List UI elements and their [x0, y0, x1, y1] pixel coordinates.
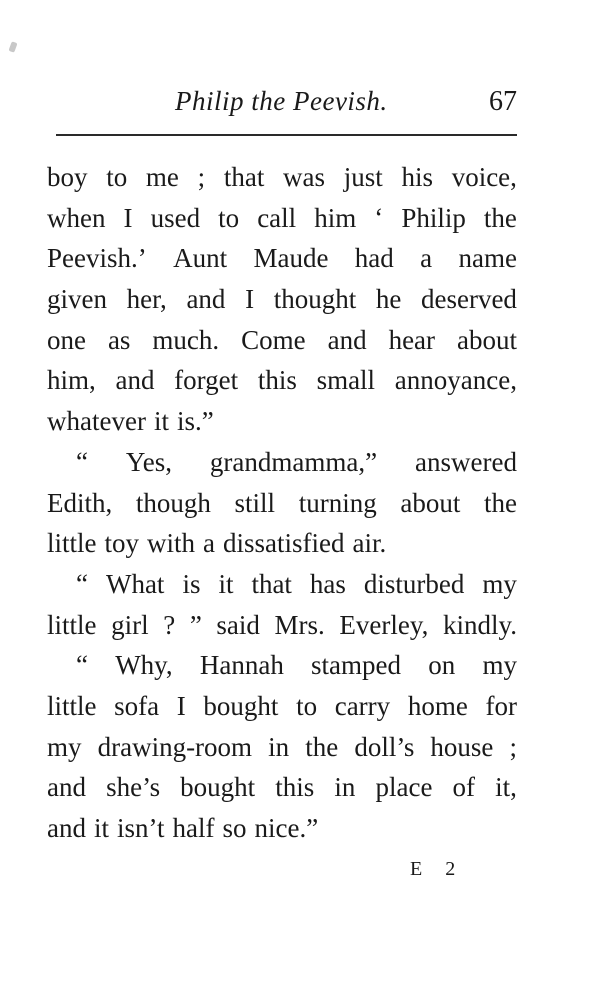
word: call: [257, 202, 297, 233]
text-line: [47, 767, 517, 808]
word: him,: [47, 365, 96, 396]
word: air.: [352, 528, 387, 559]
word: ”: [189, 609, 202, 640]
word: ;: [509, 731, 517, 762]
word: this: [257, 365, 297, 396]
word: to: [106, 162, 128, 192]
word: when: [47, 202, 106, 233]
word: Everley,: [339, 609, 429, 640]
word: Why,: [115, 650, 173, 681]
word: in: [334, 772, 356, 803]
word: she’s: [106, 772, 161, 803]
word: a: [203, 528, 216, 559]
word: Peevish.’: [47, 243, 147, 274]
word: said: [216, 609, 260, 640]
word: my: [482, 650, 517, 681]
word: to: [296, 690, 318, 721]
text-line: [47, 157, 517, 198]
word: drawing-room: [97, 731, 253, 762]
word: much.: [152, 324, 220, 355]
word: my: [482, 568, 517, 599]
text-line: [47, 727, 517, 768]
running-title: Philip the Peevish.: [175, 86, 388, 116]
word: thought: [273, 284, 357, 315]
text-line: [47, 401, 517, 442]
word: deserved: [420, 284, 517, 315]
text-line: [47, 686, 517, 727]
word: Hannah: [199, 650, 284, 681]
word: Come: [241, 324, 306, 355]
word: for: [485, 690, 517, 721]
word: Philip: [401, 202, 466, 233]
word: and: [47, 813, 86, 843]
word: the: [483, 487, 517, 518]
word: “: [76, 446, 88, 477]
word: her,: [126, 284, 167, 315]
word: was: [283, 162, 326, 192]
word: just: [343, 162, 383, 192]
header-rule: [56, 134, 517, 136]
word: used: [150, 202, 201, 233]
word: carry: [334, 690, 391, 721]
word: Yes,: [125, 446, 172, 477]
word: a: [420, 243, 433, 274]
word: Aunt: [173, 243, 228, 274]
word: little: [47, 690, 97, 721]
word: stamped: [311, 650, 402, 681]
word: kindly.: [442, 609, 517, 640]
word: nice.”: [254, 813, 319, 843]
word: whatever: [47, 406, 146, 437]
word: and: [115, 365, 155, 396]
word: and: [186, 284, 226, 315]
word: though: [135, 487, 211, 518]
word: forget: [174, 365, 239, 396]
word: about: [457, 324, 517, 355]
word: his: [401, 162, 433, 192]
word: me: [145, 162, 179, 192]
word: him: [314, 202, 357, 233]
word: to: [218, 202, 240, 233]
word: home: [407, 690, 468, 721]
word: toy: [104, 528, 140, 559]
word: that: [251, 568, 292, 599]
word: little: [47, 609, 97, 640]
word: sofa: [114, 690, 160, 721]
word: place: [375, 772, 433, 803]
word: it: [93, 813, 109, 843]
word: half: [172, 813, 215, 843]
word: I: [176, 690, 186, 721]
word: bought: [203, 690, 279, 721]
word: dissatisfied: [223, 528, 345, 559]
word: I: [245, 284, 255, 315]
paper-speck-mark: [8, 41, 17, 52]
word: it,: [495, 772, 517, 803]
word: about: [400, 487, 461, 518]
word: I: [123, 202, 133, 233]
word: turning: [298, 487, 377, 518]
word: ‘: [374, 202, 384, 233]
word: and: [47, 772, 86, 803]
word: grandmamma,”: [209, 446, 378, 477]
word: had: [354, 243, 394, 274]
word: in: [268, 731, 290, 762]
body-text: [47, 157, 517, 849]
word: and: [327, 324, 367, 355]
word: has: [309, 568, 346, 599]
word: bought: [180, 772, 256, 803]
word: “: [76, 568, 88, 599]
word: name: [458, 243, 517, 274]
word: annoyance,: [394, 365, 517, 396]
word: that: [223, 162, 265, 192]
word: girl: [111, 609, 149, 640]
word: house: [430, 731, 494, 762]
word: the: [305, 731, 339, 762]
text-line: [47, 483, 517, 524]
word: Maude: [253, 243, 329, 274]
text-line: [47, 564, 517, 605]
text-line: [47, 320, 517, 361]
page-header: [47, 86, 517, 124]
word: the: [483, 202, 517, 233]
word: still: [234, 487, 276, 518]
word: hear: [388, 324, 436, 355]
word: with: [147, 528, 196, 559]
word: doll’s: [354, 731, 415, 762]
word: is.”: [176, 406, 214, 437]
word: it: [218, 568, 234, 599]
word: ;: [197, 162, 206, 192]
word: “: [76, 650, 88, 681]
word: boy: [47, 162, 88, 192]
text-line: [47, 523, 517, 564]
word: as: [107, 324, 131, 355]
word: on: [428, 650, 456, 681]
text-line: [47, 238, 517, 279]
word: this: [275, 772, 315, 803]
word: so: [222, 813, 247, 843]
word: little: [47, 528, 97, 559]
word: given: [47, 284, 107, 315]
word: disturbed: [363, 568, 465, 599]
word: of: [452, 772, 476, 803]
word: isn’t: [117, 813, 165, 843]
text-line: [47, 198, 517, 239]
word: What: [105, 568, 165, 599]
word: one: [47, 324, 86, 355]
word: is: [182, 568, 201, 599]
word: small: [316, 365, 376, 396]
signature-mark: E 2: [410, 858, 465, 880]
word: voice,: [451, 162, 517, 192]
text-line: [47, 442, 517, 483]
text-line: [47, 360, 517, 401]
word: Mrs.: [274, 609, 325, 640]
page-number: 67: [489, 86, 517, 117]
word: answered: [415, 446, 517, 477]
text-line: [47, 808, 517, 849]
word: Edith,: [47, 487, 113, 518]
text-line: [47, 279, 517, 320]
word: he: [375, 284, 402, 315]
word: it: [153, 406, 169, 437]
word: ?: [163, 609, 176, 640]
word: my: [47, 731, 82, 762]
text-line: [47, 645, 517, 686]
text-line: [47, 605, 517, 646]
